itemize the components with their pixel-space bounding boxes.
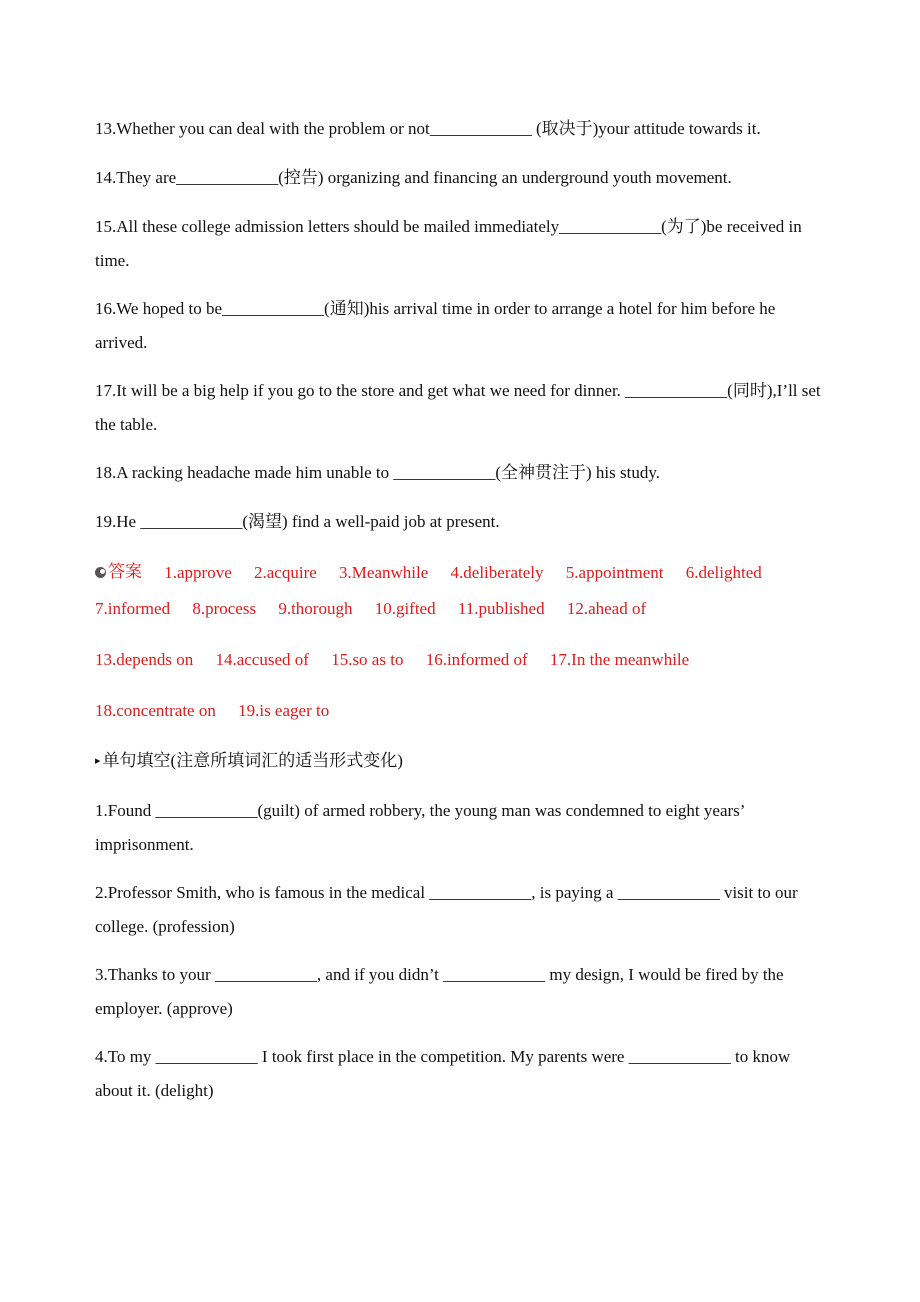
answer-item: 10.gifted [374,598,436,618]
answer-item: 13.depends on [95,649,194,669]
answer-item: 1.approve [164,562,232,582]
fill-question-1: 1.Found ____________(guilt) of armed robbery, the young man was condemned to eight years’ imprisonment. [95,800,745,854]
answer-item: 14.accused of [215,649,309,669]
answer-item: 6.delighted [685,562,762,582]
answer-item: 19.is eager to [238,700,330,720]
answer-item: 12.ahead of [566,598,647,618]
answer-line-1 [95,554,823,591]
answer-item: 2.acquire [254,562,317,582]
question-13: 13.Whether you can deal with the problem or not____________ (取决于)your attitude towards it. [95,119,761,138]
section-title: 单句填空(注意所填词汇的适当形式变化) [102,750,403,770]
answer-item: 7.informed [95,598,171,618]
answer-item: 4.deliberately [450,562,544,582]
question-16: 16.We hoped to be____________(通知)his arrival time in order to arrange a hotel for him before he arrived. [95,299,776,352]
question-14: 14.They are____________(控告) organizing and financing an underground youth movement. [95,168,732,187]
fill-question-3: 3.Thanks to your ____________, and if you didn’t ____________ my design, I would be fired by the employer. (approve) [95,964,784,1018]
section-heading [95,744,823,780]
question-18: 18.A racking headache made him unable to ____________(全神贯注于) his study. [95,463,660,482]
answer-line-2 [95,591,823,627]
question-15: 15.All these college admission letters should be mailed immediately____________(为了)be received in time. [95,217,802,270]
answer-item: 8.process [192,598,257,618]
answer-line-4 [95,693,823,729]
answer-item: 3.Meanwhile [339,562,429,582]
answer-line-3 [95,642,823,678]
answer-label: 答案 [108,562,142,581]
answer-heading [95,554,160,590]
answer-item: 16.informed of [425,649,528,669]
answer-item: 9.thorough [278,598,353,618]
answer-item: 5.appointment [565,562,664,582]
fill-question-4: 4.To my ____________ I took first place in the competition. My parents were ____________ to know about it. (delight) [95,1046,791,1100]
answer-item: 17.In the meanwhile [549,649,690,669]
document-page [95,112,823,1122]
question-19: 19.He ____________(渴望) find a well-paid job at present. [95,512,500,531]
answer-key [95,554,823,729]
answer-item: 18.concentrate on [95,700,216,720]
answer-item: 11.published [457,598,545,618]
triangle-marker-icon: ▸ [95,754,101,767]
fill-question-2: 2.Professor Smith, who is famous in the medical ____________, is paying a ____________ visit to our college. (profession) [95,882,798,936]
answer-item: 15.so as to [331,649,404,669]
question-17: 17.It will be a big help if you go to the store and get what we need for dinner. ____________(同时),I’ll set the table. [95,381,821,434]
answer-bullet-icon [95,567,106,578]
